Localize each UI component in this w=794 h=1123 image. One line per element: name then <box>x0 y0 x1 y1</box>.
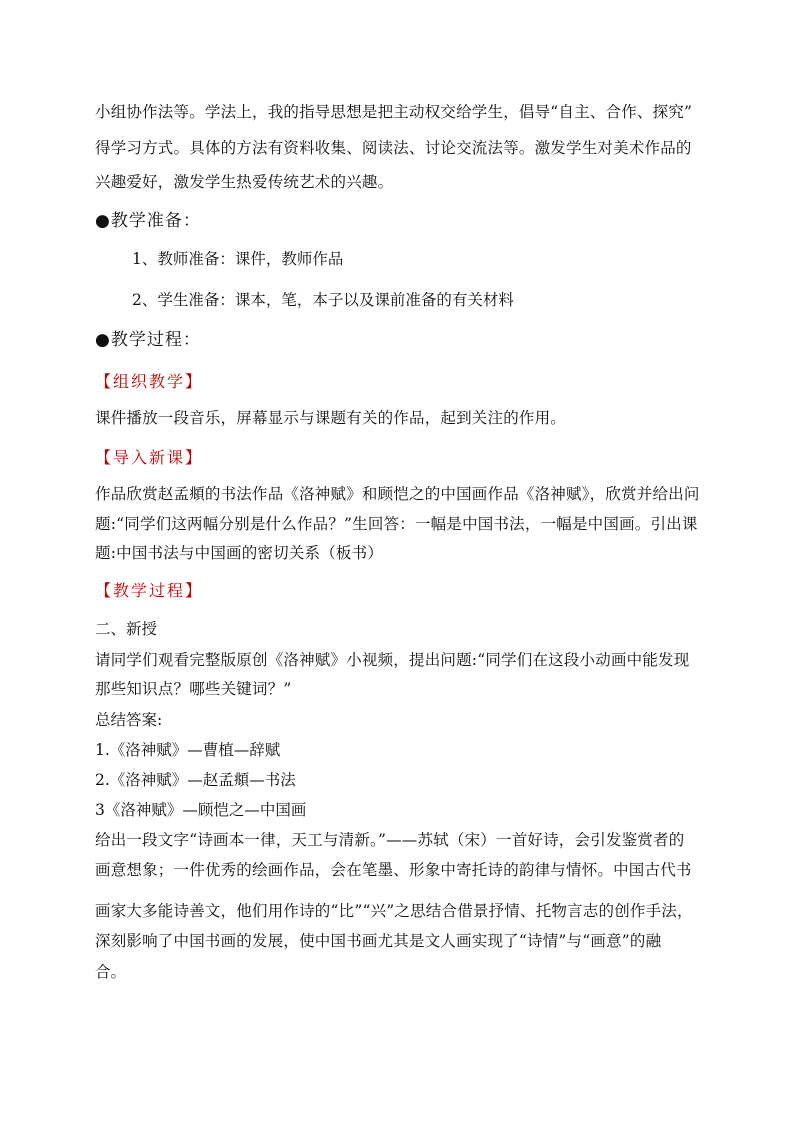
summary-label: 总结答案: <box>95 711 163 729</box>
prep-heading: ●教学准备： <box>95 211 201 231</box>
paragraph-line-3: 画家大多能诗善文，他们用作诗的“比”“兴”之思结合借景抒情、托物言志的创作手法， <box>95 902 693 920</box>
process-heading: ●教学过程： <box>95 330 201 350</box>
paragraph-line-4: 深刻影响了中国书画的发展，使中国书画尤其是文人画实现了“诗情”与“画意”的融 <box>95 932 662 950</box>
prep-item-student: 2、学生准备：课本，笔，本子以及课前准备的有关材料 <box>132 291 514 309</box>
intro-lesson-line-2: 题:“同学们这两幅分别是什么作品？”生回答：一幅是中国书法，一幅是中国画。引出课 <box>95 515 698 533</box>
teaching-line-1: 请同学们观看完整版原创《洛神赋》小视频，提出问题:“同学们在这段小动画中能发现 <box>95 651 690 669</box>
answer-1: 1.《洛神赋》—曹植—辞赋 <box>95 741 281 759</box>
teaching-heading: 【教学过程】 <box>95 581 204 600</box>
paragraph-line-2: 画意想象；一件优秀的绘画作品，会在笔墨、形象中寄托诗的韵律与情怀。中国古代书 <box>95 861 692 879</box>
intro-line-3: 兴趣爱好，激发学生热爱传统艺术的兴趣。 <box>95 173 394 191</box>
intro-lesson-line-3: 题:中国书法与中国画的密切关系（板书） <box>95 544 384 562</box>
paragraph-line-1: 给出一段文字“诗画本一律，天工与清新。”——苏轼（宋）一首好诗，会引发鉴赏者的 <box>95 831 685 849</box>
answer-2: 2.《洛神赋》—赵孟頫—书法 <box>95 771 296 789</box>
organize-text: 课件播放一段音乐，屏幕显示与课题有关的作品，起到关注的作用。 <box>95 409 567 427</box>
intro-line-1: 小组协作法等。学法上，我的指导思想是把主动权交给学生，倡导“自主、合作、探究” <box>95 103 693 121</box>
intro-lesson-line-1: 作品欣赏赵孟頫的书法作品《洛神赋》和顾恺之的中国画作品《洛神赋》，欣赏并给出问 <box>95 485 700 503</box>
section-title: 二、新授 <box>95 620 158 638</box>
intro-lesson-heading: 【导入新课】 <box>95 448 204 467</box>
intro-line-2: 得学习方式。具体的方法有资料收集、阅读法、讨论交流法等。激发学生对美术作品的 <box>95 139 692 157</box>
answer-3: 3《洛神赋》—顾恺之—中国画 <box>95 801 307 819</box>
teaching-line-2: 那些知识点？哪些关键词？” <box>95 680 292 698</box>
organize-heading: 【组织教学】 <box>95 372 204 391</box>
paragraph-line-5: 合。 <box>95 963 127 981</box>
prep-item-teacher: 1、教师准备：课件，教师作品 <box>132 250 344 268</box>
